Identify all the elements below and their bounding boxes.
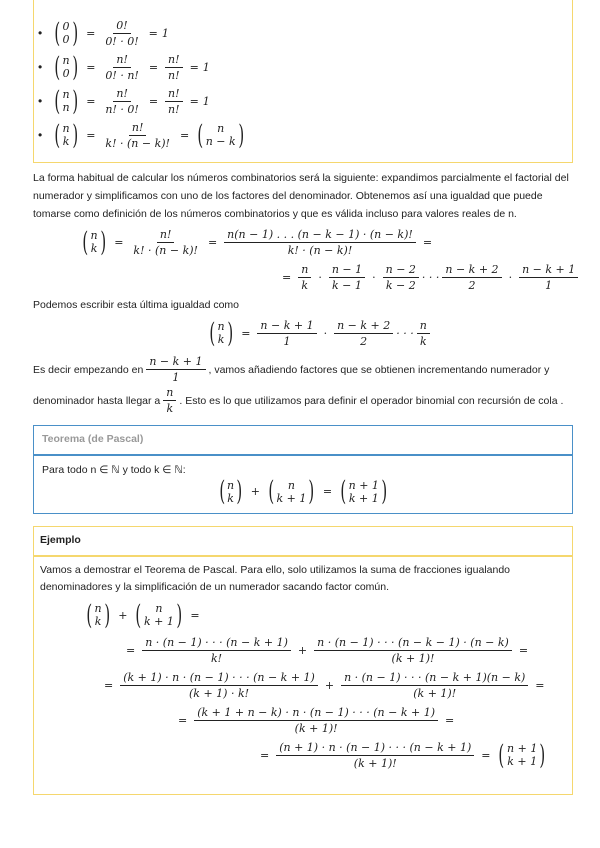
fraction	[329, 263, 365, 292]
theorem-text: Para todo n ∈ ℕ y todo k ∈ ℕ:	[42, 464, 186, 476]
fraction	[257, 319, 316, 348]
paragraph-rewrite: Podemos escribir esta última igualdad como	[33, 299, 240, 311]
binomial-top: n	[217, 320, 225, 333]
paragraph-intro: La forma habitual de calcular los números combinatorios será la siguiente: expandimos parcialmente el factorial del numerador y simplificamos con uno de los factores del denominador. Obtenemos así una igualdad que puede tomarse como definición de los números combinatorios y que es válida incluso para valores reales de n.	[33, 172, 569, 220]
bullet: •	[38, 128, 43, 142]
binomial-bottom: k	[94, 615, 102, 628]
left-paren: (	[54, 119, 61, 151]
equation-product-form	[205, 319, 433, 348]
denominator: k	[166, 402, 174, 415]
binomial	[217, 478, 245, 505]
denominator: 1	[545, 278, 553, 292]
fraction	[165, 53, 183, 82]
math-item	[50, 87, 210, 116]
numerator: n	[163, 386, 176, 401]
fraction	[442, 263, 501, 292]
operator: +	[118, 608, 128, 622]
fraction	[142, 636, 291, 665]
paragraph-explanation	[33, 355, 573, 415]
numerator: n − k + 2	[334, 319, 393, 334]
example-header	[33, 526, 573, 556]
binomial-top: n	[217, 122, 225, 135]
math-item	[50, 121, 248, 150]
numerator: n · (n − 1) · · · (n − k + 1)(n − k)	[341, 671, 528, 686]
binomial-bottom: k + 1	[143, 615, 174, 628]
left-paren: (	[498, 739, 505, 771]
denominator: (k + 1)!	[294, 721, 338, 735]
denominator: (k + 1)!	[413, 686, 457, 700]
list-item	[34, 50, 572, 84]
right-paren: )	[72, 51, 78, 83]
binomial-stack	[95, 602, 102, 628]
operator: =	[179, 128, 190, 142]
operator: =	[241, 326, 251, 340]
binomial-stack	[63, 88, 70, 114]
numerator: n!	[113, 53, 131, 68]
proof-line-2	[122, 636, 532, 665]
numerator: n!	[157, 228, 175, 243]
operator: +	[297, 643, 308, 657]
denominator: k − 2	[385, 278, 416, 292]
denominator: n!	[168, 102, 180, 116]
right-paren: )	[236, 476, 243, 507]
numerator: n − k + 1	[519, 263, 578, 278]
right-paren: )	[104, 599, 110, 631]
operator: =	[178, 713, 188, 727]
operator: =	[322, 485, 333, 498]
operator: =	[126, 643, 136, 657]
example-text: Vamos a demostrar el Teorema de Pascal. Para ello, solo utilizamos la suma de fracciones igualando denominadores y la simplificación de un numerador sacando factor común.	[40, 564, 511, 593]
operator: =	[148, 60, 159, 74]
right-paren: )	[381, 476, 388, 507]
numerator: n!	[113, 87, 131, 102]
operator: +	[324, 678, 335, 692]
numerator: n!	[165, 53, 183, 68]
math-text: · · ·	[396, 326, 414, 340]
right-paren: )	[176, 599, 183, 631]
binomial	[84, 599, 112, 631]
operator: ·	[323, 326, 328, 340]
left-paren: (	[135, 599, 142, 631]
numerator: n · (n − 1) · · · (n − k − 1) · (n − k)	[314, 636, 512, 651]
right-paren: )	[308, 476, 315, 507]
denominator: 1	[283, 334, 291, 348]
binomial-bottom: n	[62, 101, 70, 114]
properties-box	[33, 0, 573, 163]
binomial-top: n	[62, 88, 70, 101]
binomial-top: n + 1	[507, 742, 538, 755]
binomial-stack	[144, 602, 174, 628]
operator: =	[189, 94, 199, 108]
bullet: •	[38, 94, 43, 108]
left-paren: (	[340, 476, 347, 507]
denominator: (k + 1)!	[353, 756, 397, 770]
math-text: 1	[161, 26, 169, 40]
binomial-stack	[349, 479, 379, 505]
text: , vamos añadiendo factores que se obtienen incrementando numerador y	[208, 363, 550, 376]
math-item	[50, 53, 210, 82]
binomial	[52, 17, 80, 49]
binomial-stack	[276, 479, 306, 505]
binomial-top: n	[94, 602, 102, 615]
denominator: k! · (n − k)!	[133, 243, 198, 257]
numerator: n	[298, 263, 311, 278]
binomial-bottom: n − k	[205, 135, 236, 148]
fraction	[165, 87, 183, 116]
binomial-top: 0	[62, 20, 70, 33]
binomial-top: n	[62, 122, 70, 135]
right-paren: )	[227, 317, 233, 349]
binomial-bottom: k + 1	[276, 491, 307, 505]
operator: =	[207, 235, 218, 249]
binomial-stack	[91, 229, 98, 255]
left-paren: (	[197, 119, 204, 151]
fraction	[341, 671, 528, 700]
operator: =	[189, 60, 199, 74]
operator: =	[535, 678, 545, 692]
binomial-bottom: k	[227, 491, 234, 505]
right-paren: )	[72, 85, 78, 117]
fraction	[383, 263, 419, 292]
pascal-identity	[215, 478, 392, 505]
fraction	[276, 741, 474, 770]
proof-line-1	[82, 599, 204, 631]
numerator: 0!	[113, 19, 130, 34]
fraction	[519, 263, 578, 292]
binomial-bottom: 0	[62, 67, 70, 80]
operator: +	[250, 485, 260, 498]
numerator: (k + 1 + n − k) · n · (n − 1) · · · (n − k + 1)	[194, 706, 438, 721]
operator: =	[86, 60, 96, 74]
binomial-stack	[63, 54, 70, 80]
operator: ·	[508, 270, 513, 284]
binomial-bottom: k	[90, 242, 98, 255]
math-item	[50, 19, 169, 48]
fraction	[146, 355, 205, 384]
operator: =	[86, 128, 96, 142]
binomial-stack	[63, 122, 70, 148]
denominator: 1	[172, 371, 180, 384]
operator: =	[518, 643, 529, 657]
fraction-start	[143, 355, 208, 384]
fraction	[224, 228, 416, 257]
binomial-top: n	[90, 229, 98, 242]
binomial-top: n	[227, 478, 235, 492]
binomial-bottom: k	[217, 333, 225, 346]
binomial	[52, 85, 80, 117]
fraction	[102, 19, 141, 48]
fraction	[314, 636, 512, 665]
denominator: k − 1	[332, 278, 362, 292]
fraction	[298, 263, 311, 292]
text: denominador hasta llegar a	[33, 394, 161, 407]
binomial-bottom: k	[62, 135, 70, 148]
binomial	[80, 226, 108, 258]
text: . Esto es lo que utilizamos para definir el operador binomial con recursión de cola .	[179, 394, 564, 407]
operator: =	[148, 94, 159, 108]
operator: ·	[318, 270, 322, 284]
fraction	[102, 87, 141, 116]
equation-expansion	[78, 228, 436, 257]
operator: =	[445, 713, 455, 727]
denominator: k	[419, 334, 427, 348]
binomial	[52, 119, 80, 151]
denominator: 2	[360, 334, 368, 348]
binomial	[52, 51, 80, 83]
bullet: •	[38, 26, 43, 40]
fraction	[194, 706, 438, 735]
numerator: n(n − 1) . . . (n − k − 1) · (n − k)!	[224, 228, 416, 243]
denominator: (k + 1)!	[391, 651, 435, 665]
left-paren: (	[209, 317, 216, 349]
numerator: n!	[129, 121, 147, 136]
numerator: n − 2	[383, 263, 419, 278]
math-text: 1	[202, 94, 210, 108]
operator: =	[114, 235, 124, 249]
denominator: k! · (n − k)!	[105, 136, 170, 150]
right-paren: )	[100, 226, 106, 258]
numerator: n · (n − 1) · · · (n − k + 1)	[142, 636, 291, 651]
operator: =	[86, 26, 96, 40]
theorem-header	[33, 425, 573, 455]
left-paren: (	[54, 85, 61, 117]
denominator: 0! · n!	[105, 68, 139, 82]
left-paren: (	[86, 599, 93, 631]
operator: =	[481, 748, 491, 762]
numerator: (k + 1) · n · (n − 1) · · · (n − k + 1)	[120, 671, 318, 686]
binomial-top: n	[287, 478, 295, 492]
right-paren: )	[539, 739, 546, 771]
proof-line-4	[174, 706, 458, 735]
math-text: 1	[202, 60, 210, 74]
binomial-stack	[227, 479, 234, 505]
proof-line-3	[100, 671, 549, 700]
binomial	[338, 478, 389, 505]
binomial-top: n	[62, 54, 70, 67]
fraction	[163, 386, 176, 415]
binomial-bottom: k + 1	[507, 755, 538, 768]
binomial	[266, 478, 317, 505]
numerator: (n + 1) · n · (n − 1) · · · (n − k + 1)	[276, 741, 474, 756]
math-text: · · ·	[421, 270, 440, 284]
operator: =	[422, 235, 433, 249]
fraction	[334, 319, 393, 348]
numerator: n − k + 1	[146, 355, 205, 370]
left-paren: (	[218, 476, 225, 507]
operator: ·	[372, 270, 376, 284]
right-paren: )	[72, 119, 78, 151]
binomial	[133, 599, 184, 631]
numerator: n − k + 2	[442, 263, 501, 278]
binomial-stack	[218, 320, 225, 346]
denominator: n! · 0!	[105, 102, 139, 116]
operator: =	[148, 26, 158, 40]
numerator: n!	[165, 87, 183, 102]
binomial-stack	[63, 20, 70, 46]
operator: =	[104, 678, 114, 692]
right-paren: )	[71, 17, 78, 49]
binomial	[496, 739, 547, 771]
denominator: k	[301, 278, 309, 292]
right-paren: )	[238, 119, 244, 151]
binomial-stack	[206, 122, 236, 148]
operator: =	[282, 270, 292, 284]
text: Es decir empezando en	[33, 363, 144, 376]
denominator: n!	[168, 68, 180, 82]
binomial-top: n	[155, 602, 163, 615]
numerator: n − 1	[329, 263, 365, 278]
fraction	[102, 53, 141, 82]
binomial-stack	[507, 742, 537, 768]
denominator: k! · (n − k)!	[287, 243, 353, 257]
numerator: n − k + 1	[257, 319, 316, 334]
binomial-bottom: k + 1	[348, 491, 379, 505]
denominator: k!	[211, 651, 223, 665]
binomial-top: n + 1	[348, 478, 379, 492]
denominator: (k + 1) · k!	[189, 686, 250, 700]
theorem-body	[33, 455, 573, 514]
list-item	[34, 16, 572, 50]
numerator: n	[417, 319, 430, 334]
theorem-title: Teorema (de Pascal)	[42, 433, 144, 445]
left-paren: (	[268, 476, 275, 507]
operator: =	[190, 608, 200, 622]
binomial	[195, 119, 246, 151]
left-paren: (	[54, 17, 61, 49]
proof-line-5	[256, 741, 550, 770]
bullet: •	[38, 60, 43, 74]
equation-product	[278, 263, 581, 292]
fraction-end	[160, 386, 179, 415]
binomial	[207, 317, 235, 349]
fraction	[130, 228, 201, 257]
binomial-bottom: 0	[62, 33, 70, 46]
left-paren: (	[54, 51, 61, 83]
denominator: 0! · 0!	[105, 34, 139, 48]
operator: =	[86, 94, 96, 108]
left-paren: (	[82, 226, 89, 258]
fraction	[417, 319, 430, 348]
list-item	[34, 118, 572, 152]
operator: =	[260, 748, 270, 762]
denominator: 2	[468, 278, 476, 292]
fraction	[120, 671, 318, 700]
list-item	[34, 84, 572, 118]
example-title: Ejemplo	[40, 534, 81, 546]
example-body	[33, 556, 573, 795]
fraction	[102, 121, 173, 150]
